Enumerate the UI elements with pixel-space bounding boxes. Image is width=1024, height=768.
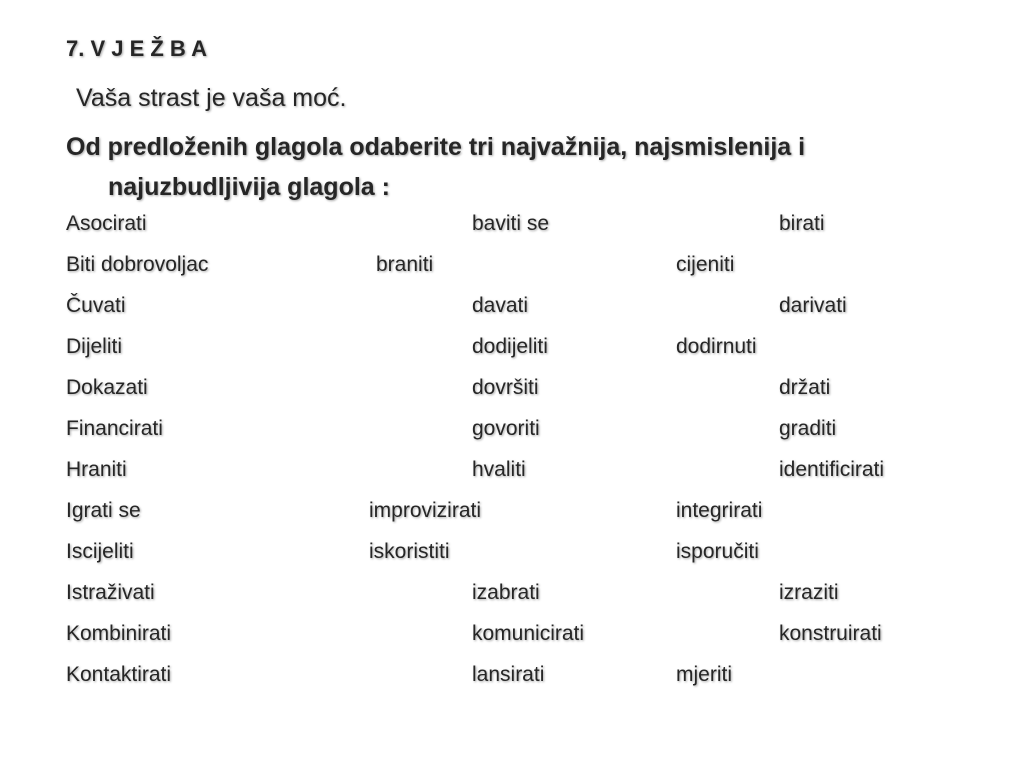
verb-first-column: Biti dobrovoljac <box>66 253 209 276</box>
verb-first-column: Istraživati <box>66 581 155 604</box>
instruction-line-1: Od predloženih glagola odaberite tri najvažnija, najsmislenija i <box>66 133 806 161</box>
verb-first-column: Igrati se <box>66 499 141 522</box>
verb-second-column: hvaliti <box>472 458 526 481</box>
verb-third-column: izraziti <box>779 581 839 604</box>
verb-first-column: Hraniti <box>66 458 127 481</box>
verb-third-column: identificirati <box>779 458 885 481</box>
verb-first-column: Asocirati <box>66 212 147 235</box>
verb-third-column: isporučiti <box>676 540 759 563</box>
verb-third-column: mjeriti <box>676 663 732 686</box>
verb-second-column: iskoristiti <box>369 540 450 563</box>
instruction-line-2: najuzbudljivija glagola : <box>108 173 390 201</box>
slide-title: 7. V J E Ž B A <box>66 36 208 61</box>
verb-first-column: Iscijeliti <box>66 540 134 563</box>
slide-subtitle: Vaša strast je vaša moć. <box>76 84 347 112</box>
verb-second-column: govoriti <box>472 417 540 440</box>
verb-third-column: integrirati <box>676 499 763 522</box>
verb-third-column: dodirnuti <box>676 335 757 358</box>
verb-second-column: improvizirati <box>369 499 482 522</box>
verb-second-column: davati <box>472 294 529 317</box>
verb-first-column: Dokazati <box>66 376 148 399</box>
verb-third-column: držati <box>779 376 831 399</box>
verb-second-column: lansirati <box>472 663 545 686</box>
verb-third-column: cijeniti <box>676 253 735 276</box>
verb-second-column: izabrati <box>472 581 540 604</box>
verb-third-column: graditi <box>779 417 837 440</box>
verb-first-column: Čuvati <box>66 294 126 317</box>
verb-third-column: darivati <box>779 294 847 317</box>
verb-second-column: baviti se <box>472 212 550 235</box>
verb-first-column: Financirati <box>66 417 163 440</box>
instruction-text <box>66 127 966 207</box>
verb-second-column: braniti <box>376 253 434 276</box>
verb-second-column: dovršiti <box>472 376 539 399</box>
verb-first-column: Kombinirati <box>66 622 172 645</box>
verb-first-column: Kontaktirati <box>66 663 172 686</box>
verb-second-column: dodijeliti <box>472 335 548 358</box>
verb-third-column: birati <box>779 212 825 235</box>
verb-third-column: konstruirati <box>779 622 882 645</box>
verb-second-column: komunicirati <box>472 622 585 645</box>
verb-first-column: Dijeliti <box>66 335 123 358</box>
